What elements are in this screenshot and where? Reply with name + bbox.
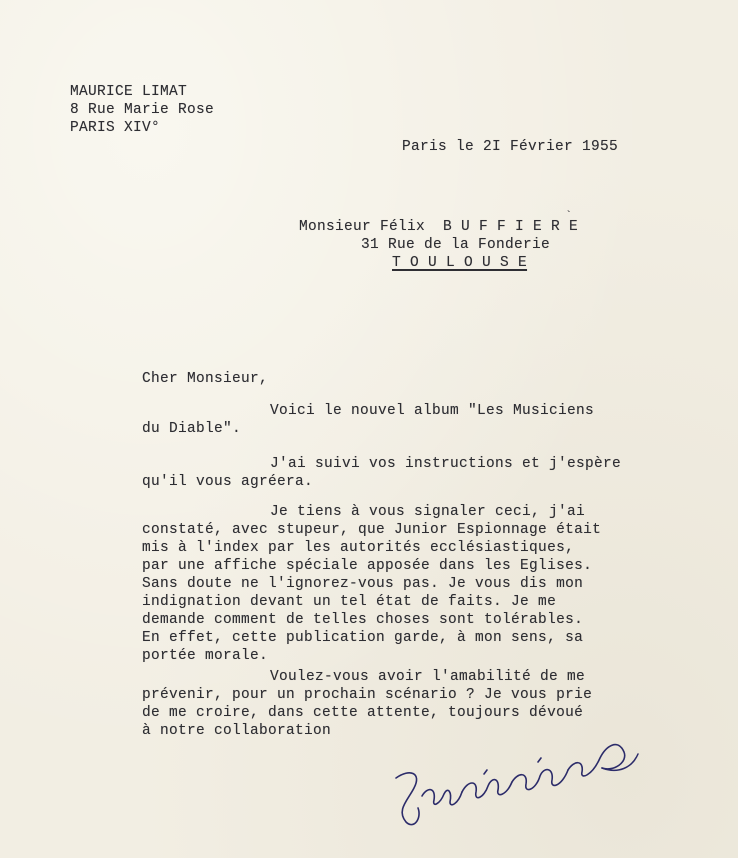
salutation: Cher Monsieur, [142,371,269,387]
paragraph-line: par une affiche spéciale apposée dans les Eglises. [142,558,593,574]
recipient-street: 31 Rue de la Fonderie [361,237,551,253]
sender-name: MAURICE LIMAT [70,84,188,100]
paragraph-line: Voulez-vous avoir l'amabilité de me [270,669,586,685]
paragraph-line: portée morale. [142,648,269,664]
recipient-name: Monsieur Félix B U F F I E R E [299,219,579,235]
paragraph-line: à notre collaboration [142,723,332,739]
paragraph-line: mis à l'index par les autorités ecclésiastiques, [142,540,575,556]
paragraph-line: En effet, cette publication garde, à mon sens, sa [142,630,584,646]
paragraph-line: J'ai suivi vos instructions et j'espère [270,456,622,472]
paragraph-line: Sans doute ne l'ignorez-vous pas. Je vous dis mon [142,576,584,592]
paragraph-line: Je tiens à vous signaler ceci, j'ai [270,504,586,520]
paragraph-line: prévenir, pour un prochain scénario ? Je vous prie [142,687,593,703]
recipient-city: T O U L O U S E [392,255,528,271]
paragraph-line: de me croire, dans cette attente, toujours dévoué [142,705,584,721]
paragraph-line: du Diable". [142,421,242,437]
accent-mark: ` [565,209,573,223]
paragraph-line: qu'il vous agréera. [142,474,314,490]
letter-date: Paris le 2I Février 1955 [402,139,619,155]
sender-city: PARIS XIV° [70,120,161,136]
paragraph-line: demande comment de telles choses sont tolérables. [142,612,584,628]
handwritten-signature [388,718,648,848]
paragraph-line: Voici le nouvel album "Les Musiciens [270,403,595,419]
sender-street: 8 Rue Marie Rose [70,102,215,118]
paragraph-line: indignation devant un tel état de faits. Je me [142,594,557,610]
paragraph-line: constaté, avec stupeur, que Junior Espionnage était [142,522,602,538]
